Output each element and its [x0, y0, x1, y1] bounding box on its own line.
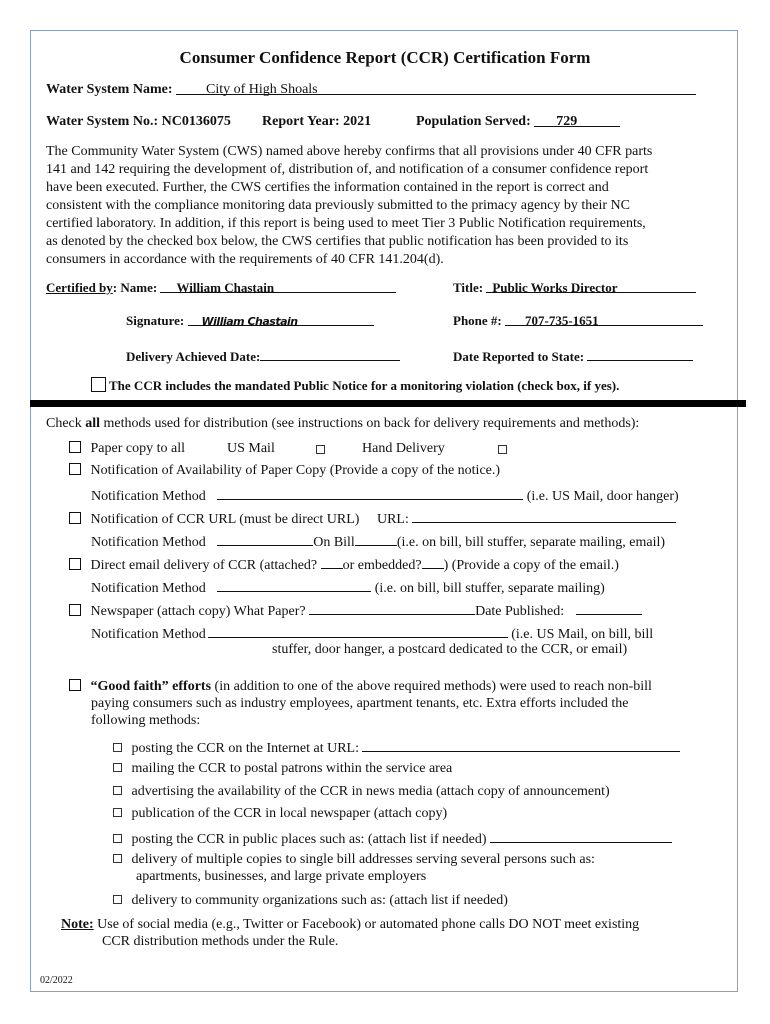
note-line1: Use of social media (e.g., Twitter or Facebook) or automated phone calls DO NOT meet existing: [93, 917, 640, 932]
intro-line: 141 and 142 requiring the development of, distribution of, and notification of a consumer confidence report: [46, 162, 649, 177]
gf-mailing-label: mailing the CCR to postal patrons within the service area: [131, 761, 453, 776]
provide-email-label: ) (Provide a copy of the email.): [443, 558, 619, 573]
notif-method-row-3: [91, 578, 605, 597]
name-field[interactable]: [160, 280, 396, 293]
newspaper-checkbox[interactable]: [69, 604, 81, 616]
intro-line: certified laboratory. In addition, if this report is being used to meet Tier 3 Public Notification requirements,: [46, 216, 646, 231]
paper-copy-checkbox[interactable]: [69, 441, 81, 453]
us-mail-checkbox-wrap: [316, 443, 325, 459]
gf-item-public-places: [113, 829, 672, 848]
intro-line: consumers in accordance with the requirements of 40 CFR 141.204(d).: [46, 252, 444, 267]
gf-advertising-label: advertising the availability of the CCR in news media (attach copy of announcement): [131, 784, 610, 799]
note-line2: CCR distribution methods under the Rule.: [102, 934, 339, 949]
good-faith-bold: “Good faith” efforts: [90, 679, 212, 694]
notification-method-field[interactable]: [217, 486, 523, 500]
signature-row: [126, 313, 374, 329]
paper-copy-row: [69, 441, 185, 457]
intro-paragraph: [46, 143, 706, 269]
notification-method-label: Notification Method: [91, 581, 206, 596]
stuffer-line: stuffer, door hanger, a postcard dedicated to the CCR, or email): [272, 642, 628, 657]
gf-item-publication: [113, 806, 447, 822]
form-title: Consumer Confidence Report (CCR) Certification Form: [179, 48, 591, 67]
date-published-field[interactable]: [576, 601, 642, 615]
gf-item-mailing: [113, 761, 452, 777]
direct-email-label: Direct email delivery of CCR (attached?: [90, 558, 321, 573]
gf-public-places-field[interactable]: [490, 829, 672, 843]
section-divider: [30, 400, 746, 407]
signature-label: Signature:: [126, 313, 188, 328]
hand-delivery-checkbox[interactable]: [498, 445, 507, 454]
check-all-pre: Check: [46, 416, 86, 431]
report-year: Report Year: 2021: [262, 114, 372, 129]
ie-usmail-door: (i.e. US Mail, door hanger): [526, 489, 679, 504]
public-notice-checkbox[interactable]: [91, 377, 106, 392]
date-published-label: Date Published:: [475, 604, 568, 619]
title-row: [453, 280, 696, 296]
gf-mailing-checkbox[interactable]: [113, 763, 122, 772]
system-no: Water System No.: NC0136075: [46, 114, 231, 129]
gf-item-multiple-copies: [113, 852, 595, 868]
or-embedded-label: or embedded?: [342, 558, 422, 573]
good-faith-line1: (in addition to one of the above required methods) were used to reach non-bill: [211, 679, 652, 694]
notification-method-field[interactable]: [217, 578, 371, 592]
note-row: [61, 917, 639, 933]
note-label: Note:: [61, 917, 94, 932]
gf-multiple-copies-label: delivery of multiple copies to single bill addresses serving several persons such as:: [131, 852, 595, 867]
delivery-date-label: Delivery Achieved Date:: [126, 349, 261, 364]
hand-delivery-checkbox-wrap: [498, 443, 507, 459]
gf-internet-checkbox[interactable]: [113, 743, 122, 752]
ie-bill-stuffer: (i.e. on bill, bill stuffer, separate mailing): [374, 581, 605, 596]
date-reported-label: Date Reported to State:: [453, 349, 588, 364]
intro-line: The Community Water System (CWS) named above hereby confirms that all provisions under 40 CFR parts: [46, 144, 653, 159]
good-faith-line3: following methods:: [91, 713, 201, 728]
public-notice-row: [91, 377, 619, 394]
certified-by-row: [46, 280, 396, 296]
notification-method-label: Notification Method: [91, 535, 206, 550]
paper-copy-label: Paper copy to all: [90, 441, 185, 456]
gf-item6-line2: apartments, businesses, and large private employers: [136, 869, 427, 884]
population-label: Population Served:: [416, 114, 535, 129]
us-mail-checkbox[interactable]: [316, 445, 325, 454]
gf-advertising-checkbox[interactable]: [113, 786, 122, 795]
date-reported-field[interactable]: [587, 347, 693, 361]
url-field[interactable]: [412, 509, 676, 523]
signature-value: William Chastain: [201, 315, 298, 328]
water-system-name-row: [46, 82, 696, 98]
title-label: Title:: [453, 280, 487, 295]
name-value: William Chastain: [176, 280, 275, 295]
notification-method-label: Notification Method: [91, 489, 206, 504]
phone-value: 707-735-1651: [525, 313, 599, 328]
gf-community-checkbox[interactable]: [113, 895, 122, 904]
population-value: 729: [556, 114, 578, 129]
delivery-date-field[interactable]: [260, 347, 400, 361]
good-faith-checkbox[interactable]: [69, 679, 81, 691]
signature-field[interactable]: [188, 313, 374, 326]
embedded-field[interactable]: [422, 555, 444, 569]
notif-url-label: Notification of CCR URL (must be direct URL): [90, 512, 360, 527]
attached-field[interactable]: [321, 555, 343, 569]
intro-line: consistent with the compliance monitoring data previously submitted to the primacy agency by their NC: [46, 198, 630, 213]
us-mail-label: US Mail: [227, 441, 275, 456]
gf-community-label: delivery to community organizations such as: (attach list if needed): [131, 893, 508, 908]
name-label: : Name:: [112, 280, 161, 295]
phone-field[interactable]: [505, 313, 703, 326]
gf-publication-label: publication of the CCR in local newspaper (attach copy): [131, 806, 448, 821]
direct-email-checkbox[interactable]: [69, 558, 81, 570]
gf-item-community: [113, 893, 508, 909]
water-system-name-field[interactable]: [176, 82, 696, 95]
check-all-instruction: [46, 416, 639, 432]
gf-public-places-label: posting the CCR in public places such as: (attach list if needed): [131, 832, 490, 847]
notif-method-row-4: [91, 624, 653, 643]
phone-row: [453, 313, 703, 329]
good-faith-row: [69, 679, 652, 695]
gf-publication-checkbox[interactable]: [113, 808, 122, 817]
good-faith-line2: paying consumers such as industry employees, apartment tenants, etc. Extra efforts included the: [91, 696, 629, 711]
check-all-bold: all: [85, 416, 101, 431]
newspaper-field[interactable]: [309, 601, 475, 615]
gf-item-internet: [113, 738, 680, 757]
on-bill-field[interactable]: [355, 532, 397, 546]
on-bill-label: On Bill: [313, 535, 355, 550]
notification-method-label: Notification Method: [91, 627, 206, 642]
notification-method-field[interactable]: [208, 624, 508, 638]
date-reported-row: [453, 347, 693, 365]
footer-date: 02/2022: [40, 975, 73, 986]
notif-method-row-1: [91, 486, 679, 505]
water-system-name-value: City of High Shoals: [206, 82, 318, 97]
notif-availability-label: Notification of Availability of Paper Copy (Provide a copy of the notice.): [90, 463, 501, 478]
gf-public-places-checkbox[interactable]: [113, 834, 122, 843]
intro-line: as denoted by the checked box below, the CWS certifies that public notification has been provided to its: [46, 234, 629, 249]
population-field[interactable]: [534, 114, 620, 127]
population-row: [416, 114, 620, 130]
gf-item-advertising: [113, 784, 610, 800]
phone-label: Phone #:: [453, 313, 505, 328]
gf-internet-label: posting the CCR on the Internet at URL:: [131, 741, 363, 756]
url-label: URL:: [376, 512, 413, 527]
newspaper-row: [69, 601, 642, 620]
notification-method-field[interactable]: [217, 532, 313, 546]
notif-url-checkbox[interactable]: [69, 512, 81, 524]
title-value: Public Works Director: [492, 280, 618, 295]
notif-method-row-2: [91, 532, 665, 551]
hand-delivery-label: Hand Delivery: [362, 441, 445, 456]
ie-usmail-bill: (i.e. US Mail, on bill, bill: [511, 627, 654, 642]
certified-by-label: Certified by: [46, 280, 113, 295]
delivery-date-row: [126, 347, 400, 365]
gf-internet-url-field[interactable]: [362, 738, 680, 752]
direct-email-row: [69, 555, 619, 574]
newspaper-label: Newspaper (attach copy) What Paper?: [90, 604, 310, 619]
public-notice-label: The CCR includes the mandated Public Notice for a monitoring violation (check box, if yes).: [109, 378, 620, 393]
intro-line: have been executed. Further, the CWS certifies the information contained in the report is correct and: [46, 180, 609, 195]
check-all-post: methods used for distribution (see instructions on back for delivery requirements and methods):: [100, 416, 640, 431]
title-field[interactable]: [486, 280, 696, 293]
gf-multiple-copies-checkbox[interactable]: [113, 854, 122, 863]
water-system-name-label: Water System Name:: [46, 82, 173, 97]
notif-availability-row: [69, 463, 500, 479]
notif-url-row: [69, 509, 676, 528]
notif-availability-checkbox[interactable]: [69, 463, 81, 475]
ie-bill-list: (i.e. on bill, bill stuffer, separate mailing, email): [396, 535, 666, 550]
